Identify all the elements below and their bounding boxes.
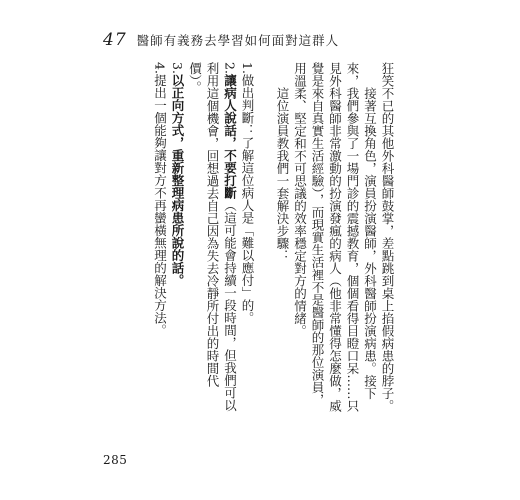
running-header xyxy=(103,30,339,50)
page-number: 285 xyxy=(103,453,128,467)
step-2-number: 2. xyxy=(222,62,238,74)
step-1-number: 1. xyxy=(240,62,255,74)
step-1 xyxy=(239,62,257,412)
step-4-number: 4. xyxy=(152,62,168,74)
step-4-text: 提出一個能夠讓對方不再蠻橫無理的解決方法。 xyxy=(152,73,168,337)
step-4 xyxy=(151,62,169,412)
paragraph-steps-intro: 這位演員教我們一套解決步驟： xyxy=(275,87,290,262)
step-3-number: 3. xyxy=(170,62,185,74)
chapter-title: 醫師有義務去學習如何面對這群人 xyxy=(136,33,340,48)
step-1-text: 做出判斷：了解這位病人是「難以應付」的。 xyxy=(240,73,255,324)
paragraph-role-swap: 接著互換角色，演員扮演醫師，外科醫師扮演病患。接下來，我們參與了一場門診的震撼教育，個個看得目瞪口呆……只見外科醫師非常激動的扮演發瘋的病人（他非常懂得怎麼做，威覺是來自真實生活經驗），而現實生活裡不是醫師的那位演員，用溫柔、堅定和不可思議的效率穩定對方的情緒。 xyxy=(292,62,378,412)
vertical-body-text xyxy=(151,62,396,412)
chapter-number: 47 xyxy=(103,30,127,50)
step-3 xyxy=(169,62,187,412)
step-3-bold-text: 以正向方式，重新整理病患所說的話。 xyxy=(170,73,185,287)
step-2 xyxy=(186,62,239,412)
step-2-bold-text: 讓病人說話，不要打斷 xyxy=(222,73,238,199)
step-2-text: （這可能會持續一段時間，但我們可以利用這個機會，回想過去自己因為失去冷靜所付出的時間代價）。 xyxy=(187,62,238,412)
paragraph-continuation: 狂笑不已的其他外科醫師鼓掌，差點跳到桌上掐假病患的脖子。 xyxy=(380,62,395,412)
